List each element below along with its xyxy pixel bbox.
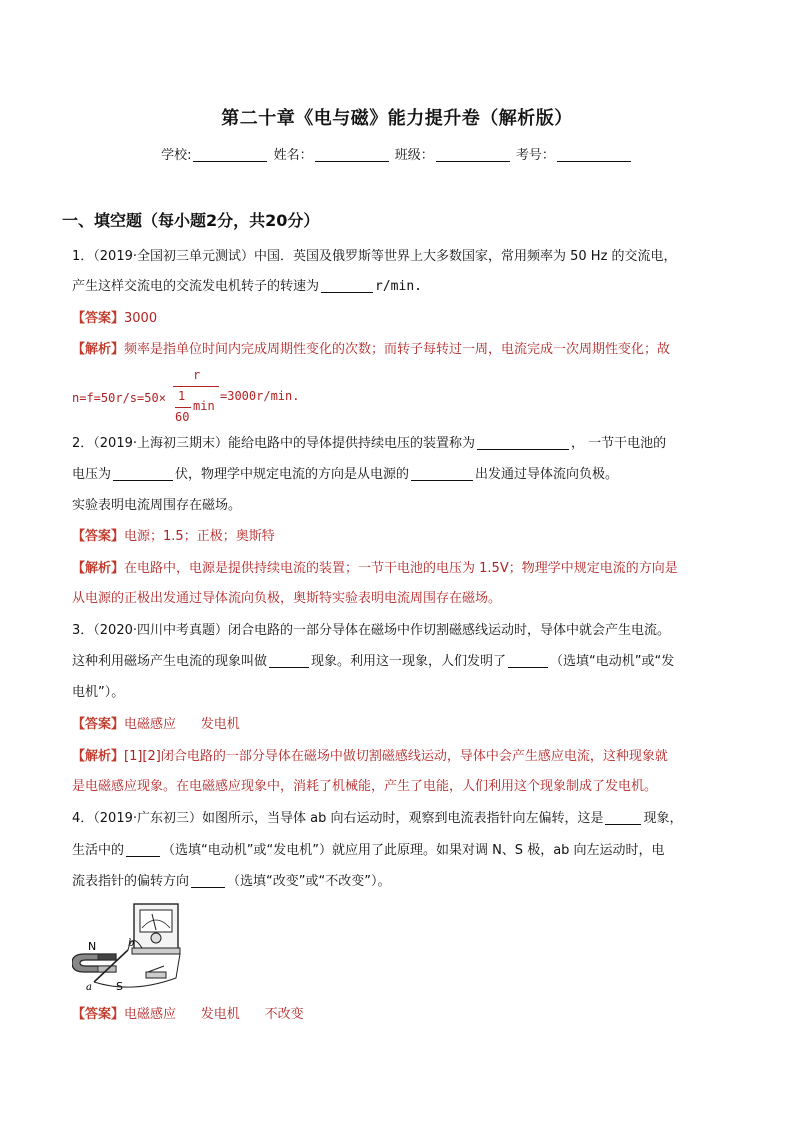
q2-blank3[interactable] — [411, 466, 473, 481]
q2-line3: 实验表明电流周围存在磁场。 — [72, 498, 242, 513]
q1-formula-r: r — [193, 368, 201, 382]
school-label: 学校: — [161, 148, 192, 163]
q3-answer — [72, 716, 240, 734]
q2-analysis2: 从电源的正极出发通过导体流向负极，奥斯特实验表明电流周围存在磁场。 — [72, 591, 502, 606]
q3-blank1[interactable] — [269, 653, 309, 668]
answer-tag: 【答案】 — [72, 1007, 125, 1022]
analysis-tag: 【解析】 — [72, 561, 125, 576]
q2-line1 — [72, 435, 666, 453]
switch — [146, 972, 166, 978]
q3-text-c: （选填“电动机”或“发 — [550, 654, 675, 669]
answer-tag: 【答案】 — [72, 311, 125, 326]
q3-blank2[interactable] — [508, 653, 548, 668]
answer-tag: 【答案】 — [72, 529, 125, 544]
analysis-tag: 【解析】 — [72, 749, 125, 764]
answer-text: 3000 — [124, 311, 158, 326]
name-label: 姓名： — [273, 148, 313, 163]
answer-text: 电磁感应 发电机 — [124, 717, 240, 732]
analysis-text: [1][2]闭合电路的一部分导体在磁场中做切割磁感线运动，导体中会产生感应电流，这种现象就 — [124, 749, 668, 764]
q4-line2 — [72, 842, 665, 860]
q1-unit: r/min. — [375, 279, 422, 294]
answer-text: 电磁感应 发电机 不改变 — [124, 1007, 304, 1022]
analysis-text: 频率是指单位时间内完成周期性变化的次数；而转子每转过一周，电流完成一次周期性变化；故 — [124, 342, 671, 357]
q1-formula-min: min — [193, 399, 215, 413]
answer-tag: 【答案】 — [72, 717, 125, 732]
q3-analysis1 — [72, 748, 668, 766]
q4-blank2[interactable] — [126, 842, 160, 857]
analysis-tag: 【解析】 — [72, 342, 125, 357]
school-blank[interactable] — [193, 147, 267, 162]
q2-text-e: 出发通过导体流向负极。 — [475, 467, 619, 482]
q2-line2 — [72, 466, 618, 484]
q3-line1: 3．（2020·四川中考真题）闭合电路的一部分导体在磁场中作切割磁感线运动时，导体中就会产生电流。 — [72, 623, 670, 638]
induction-figure — [72, 902, 202, 994]
q3-line3: 电机”）。 — [72, 685, 125, 700]
label-b: b — [128, 938, 135, 949]
q2-answer — [72, 528, 275, 546]
label-n: N — [88, 940, 97, 953]
label-s: S — [116, 980, 123, 993]
magnet-north-pole — [98, 954, 116, 960]
class-label: 班级： — [394, 148, 434, 163]
page-title: 第二十章《电与磁》能力提升卷（解析版） — [221, 108, 573, 129]
q1-formula-left: n=f=50r/s=50× — [72, 391, 166, 405]
exam-number-blank[interactable] — [557, 147, 631, 162]
q2-blank1[interactable] — [477, 435, 569, 450]
q2-text-b: ， 一节干电池的 — [571, 436, 667, 451]
q4-text-c: 生活中的 — [72, 843, 125, 858]
q1-formula-1: 1 — [178, 389, 186, 403]
name-blank[interactable] — [315, 147, 389, 162]
q1-fraction-bar — [173, 386, 219, 387]
q3-analysis2: 是电磁感应现象。在电磁感应现象中，消耗了机械能，产生了电能，人们利用这个现象制成了发电机。 — [72, 779, 658, 794]
answer-text: 电源；1.5；正极；奥斯特 — [124, 529, 275, 544]
switch-lever — [148, 966, 164, 972]
q1-analysis — [72, 341, 670, 359]
student-info-line — [0, 144, 794, 163]
q1-answer — [72, 310, 157, 328]
q1-text: 产生这样交流电的交流发电机转子的转速为 — [72, 279, 320, 294]
q4-blank1[interactable] — [605, 810, 641, 825]
q1-blank[interactable] — [321, 278, 373, 293]
q2-blank2[interactable] — [113, 466, 173, 481]
q4-answer — [72, 1006, 304, 1024]
exam-number-label: 考号： — [515, 148, 555, 163]
q1-line1: 1．（2019·全国初三单元测试）中国．英国及俄罗斯等世界上大多数国家，常用频率为 50 Hz 的交流电， — [72, 249, 677, 264]
q2-text: 2．（2019·上海初三期末）能给电路中的导体提供持续电压的装置称为 — [72, 436, 475, 451]
q2-text-c: 电压为 — [72, 467, 112, 482]
q3-text-b: 现象。利用这一现象，人们发明了 — [311, 654, 507, 669]
analysis-text: 在电路中，电源是提供持续电流的装置；一节干电池的电压为 1.5V；物理学中规定电流的方向是 — [124, 561, 678, 576]
q1-formula-right: =3000r/min. — [220, 389, 300, 403]
q3-line2 — [72, 653, 674, 671]
q3-text: 这种利用磁场产生电流的现象叫做 — [72, 654, 268, 669]
section-heading: 一、填空题（每小题2分，共20分） — [62, 211, 320, 230]
q4-line3 — [72, 873, 390, 891]
q4-line1 — [72, 810, 683, 828]
q4-blank3[interactable] — [191, 873, 225, 888]
q4-text-b: 现象， — [643, 811, 683, 826]
q1-inner-bar — [175, 407, 191, 408]
class-blank[interactable] — [436, 147, 510, 162]
label-a: a — [86, 982, 92, 993]
q4-text-d: （选填“电动机”或“发电机”）就应用了此原理。如果对调 N、S 极，ab 向左运动时，电 — [162, 843, 665, 858]
q2-text-d: 伏，物理学中规定电流的方向是从电源的 — [175, 467, 410, 482]
galvanometer-knob — [151, 933, 161, 943]
q1-line2 — [72, 278, 422, 296]
q4-text-e: 流表指针的偏转方向 — [72, 874, 190, 889]
galvanometer-base — [132, 948, 180, 954]
q1-formula-60: 60 — [175, 410, 190, 424]
q4-text-f: （选填“改变”或“不改变”）。 — [227, 874, 391, 889]
q4-text: 4．（2019·广东初三）如图所示，当导体 ab 向右运动时，观察到电流表指针向左偏转，这是 — [72, 811, 604, 826]
q2-analysis1 — [72, 560, 678, 578]
